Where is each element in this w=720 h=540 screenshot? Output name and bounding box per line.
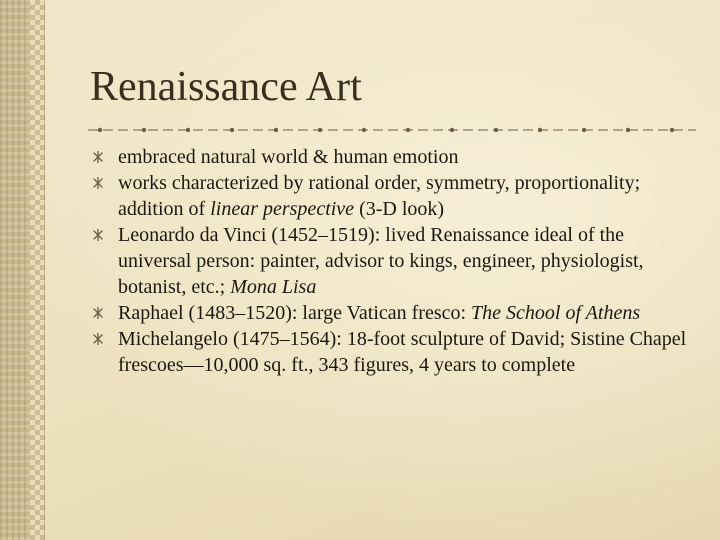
- divider-dot: [494, 128, 498, 132]
- divider-dot: [318, 128, 322, 132]
- divider-dot: [538, 128, 542, 132]
- slide-title: Renaissance Art: [90, 64, 362, 110]
- bullet-text: Leonardo da Vinci (1452–1519): lived Renaissance ideal of the universal person: painter, advisor to kings, engineer, physiologist, botanist, etc.; Mona Lisa: [118, 224, 644, 298]
- divider-dot: [362, 128, 366, 132]
- bullet-item: [92, 144, 692, 170]
- fleur-bullet-icon: [92, 177, 104, 189]
- bullet-text: works characterized by rational order, symmetry, proportionality; addition of linear perspective (3-D look): [118, 172, 641, 220]
- divider-dot: [626, 128, 630, 132]
- bullet-item: [92, 300, 692, 326]
- bullet-item: [92, 222, 692, 300]
- bullet-text: Michelangelo (1475–1564): 18-foot sculpture of David; Sistine Chapel frescoes—10,000 sq. ft., 343 figures, 4 years to complete: [118, 328, 687, 376]
- divider-dot: [98, 128, 102, 132]
- divider-dot: [670, 128, 674, 132]
- divider-dot: [274, 128, 278, 132]
- divider-dot: [406, 128, 410, 132]
- divider-dot: [142, 128, 146, 132]
- fleur-bullet-icon: [92, 333, 104, 345]
- bullet-list: [92, 144, 692, 378]
- fleur-bullet-icon: [92, 229, 104, 241]
- decorative-border-pattern: [30, 0, 45, 540]
- divider-dot: [186, 128, 190, 132]
- decorative-border-left: [0, 0, 30, 540]
- divider-dot: [450, 128, 454, 132]
- divider-dot: [230, 128, 234, 132]
- bullet-text: Raphael (1483–1520): large Vatican fresco: The School of Athens: [118, 302, 641, 324]
- bullet-text: embraced natural world & human emotion: [118, 146, 459, 168]
- title-divider: [88, 126, 696, 134]
- bullet-item: [92, 326, 692, 378]
- fleur-bullet-icon: [92, 307, 104, 319]
- fleur-bullet-icon: [92, 151, 104, 163]
- bullet-item: [92, 170, 692, 222]
- divider-dot: [582, 128, 586, 132]
